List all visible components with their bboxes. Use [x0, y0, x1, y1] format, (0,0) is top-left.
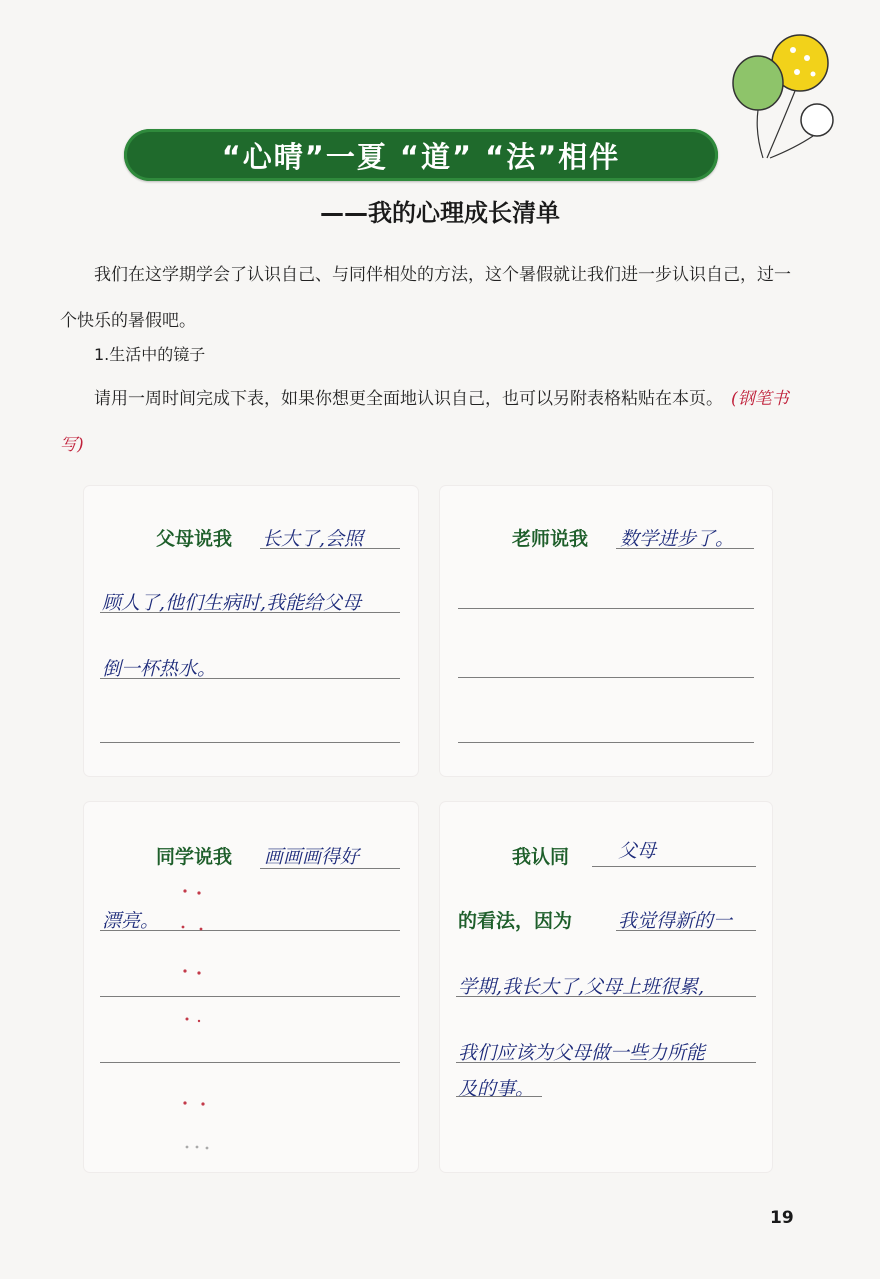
agree-with-answer[interactable]: 父母 — [618, 840, 657, 862]
card-teacher — [440, 486, 772, 776]
agree-answer-line-1[interactable]: 我觉得新的一 — [618, 910, 733, 932]
instruction-text: 请用一周时间完成下表，如果你想更全面地认识自己，也可以另附表格粘贴在本页。 — [94, 389, 723, 409]
intro-paragraph: 我们在这学期学会了认识自己、与同伴相处的方法，这个暑假就让我们进一步认识自己，过一个快乐的暑假吧。 — [60, 265, 791, 331]
teacher-blank-line-3[interactable] — [458, 742, 754, 743]
parents-prompt: 父母说我 — [156, 528, 233, 550]
agree-reason-prompt: 的看法，因为 — [458, 910, 573, 932]
agree-prompt: 我认同 — [512, 846, 570, 868]
handwritten-note: (钢笔书写) — [60, 389, 789, 455]
card-agree — [440, 802, 772, 1172]
agree-answer-line-4[interactable]: 及的事。 — [458, 1078, 535, 1100]
classmates-answer-line-1[interactable]: 画画画得好 — [264, 846, 360, 868]
teacher-prompt: 老师说我 — [512, 528, 589, 550]
parents-answer-line-3[interactable]: 倒一杯热水。 — [102, 658, 217, 680]
classmates-blank-line-1[interactable] — [100, 996, 400, 997]
teacher-blank-line-1[interactable] — [458, 608, 754, 609]
agree-answer-line-3[interactable]: 我们应该为父母做一些力所能 — [458, 1042, 706, 1064]
page-number: 19 — [770, 1208, 794, 1228]
page-title: “心晴”一夏 “道” “法”相伴 — [221, 139, 621, 174]
teacher-blank-line-2[interactable] — [458, 677, 754, 678]
parents-answer-line-2[interactable]: 顾人了,他们生病时,我能给父母 — [102, 592, 362, 614]
card-parents — [84, 486, 418, 776]
classmates-prompt: 同学说我 — [156, 846, 233, 868]
instruction-paragraph — [60, 376, 800, 468]
parents-blank-line[interactable] — [100, 742, 400, 743]
white-balloon — [801, 104, 833, 136]
title-banner — [124, 129, 718, 181]
parents-answer-line-1[interactable]: 长大了,会照 — [262, 528, 364, 550]
agree-answer-line-2[interactable]: 学期,我长大了,父母上班很累, — [458, 976, 705, 998]
section-heading: 1.生活中的镜子 — [94, 345, 206, 364]
balloons-illustration — [725, 28, 845, 168]
classmates-blank-line-2[interactable] — [100, 1062, 400, 1063]
classmates-answer-line-2[interactable]: 漂亮。 — [102, 910, 160, 932]
page-subtitle: ——我的心理成长清单 — [320, 199, 560, 227]
green-balloon — [733, 56, 783, 110]
bleed-through-marks — [165, 885, 225, 1155]
card-classmates — [84, 802, 418, 1172]
teacher-answer-line-1[interactable]: 数学进步了。 — [620, 528, 735, 550]
